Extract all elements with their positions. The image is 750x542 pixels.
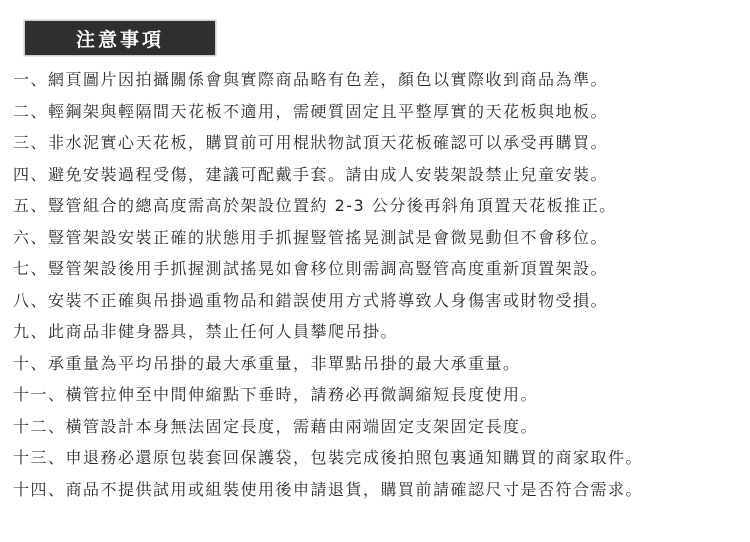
note-item-4: 四、避免安裝過程受傷，建議可配戴手套。請由成人安裝架設禁止兒童安裝。 xyxy=(13,164,609,184)
note-item-3: 三、非水泥實心天花板，購買前可用棍狀物試頂天花板確認可以承受再購買。 xyxy=(13,133,609,152)
note-item-1: 一、網頁圖片因拍攝關係會與實際商品略有色差，顏色以實際收到商品為準。 xyxy=(13,70,609,89)
note-item-8: 八、安裝不正確與吊掛過重物品和錯誤使用方式將導致人身傷害或財物受損。 xyxy=(13,290,609,310)
note-item-7: 七、豎管架設後用手抓握測試搖晃如會移位則需調高豎管高度重新頂置架設。 xyxy=(13,259,609,278)
note-item-10: 十、承重量為平均吊掛的最大承重量，非單點吊掛的最大承重量。 xyxy=(13,353,521,373)
section-title-box xyxy=(24,20,216,56)
note-item-11: 十一、橫管拉伸至中間伸縮點下垂時，請務必再微調縮短長度使用。 xyxy=(13,385,539,404)
note-item-9: 九、此商品非健身器具，禁止任何人員攀爬吊掛。 xyxy=(13,322,399,341)
note-item-6: 六、豎管架設安裝正確的狀態用手抓握豎管搖晃測試是會微晃動但不會移位。 xyxy=(13,227,609,247)
note-item-5: 五、豎管組合的總高度需高於架設位置約 2-3 公分後再斜角頂置天花板推正。 xyxy=(13,196,617,215)
note-item-14: 十四、商品不提供試用或組裝使用後申請退貨，購買前請確認尺寸是否符合需求。 xyxy=(13,479,644,499)
section-title: 注意事項 xyxy=(75,28,164,51)
note-item-2: 二、輕鋼架與輕隔間天花板不適用，需硬質固定且平整厚實的天花板與地板。 xyxy=(13,101,609,121)
note-item-12: 十二、橫管設計本身無法固定長度，需藉由兩端固定支架固定長度。 xyxy=(13,416,539,436)
notes-list xyxy=(13,64,748,505)
note-item-13: 十三、申退務必還原包裝套回保護袋，包裝完成後拍照包裏通知購買的商家取件。 xyxy=(13,448,644,467)
